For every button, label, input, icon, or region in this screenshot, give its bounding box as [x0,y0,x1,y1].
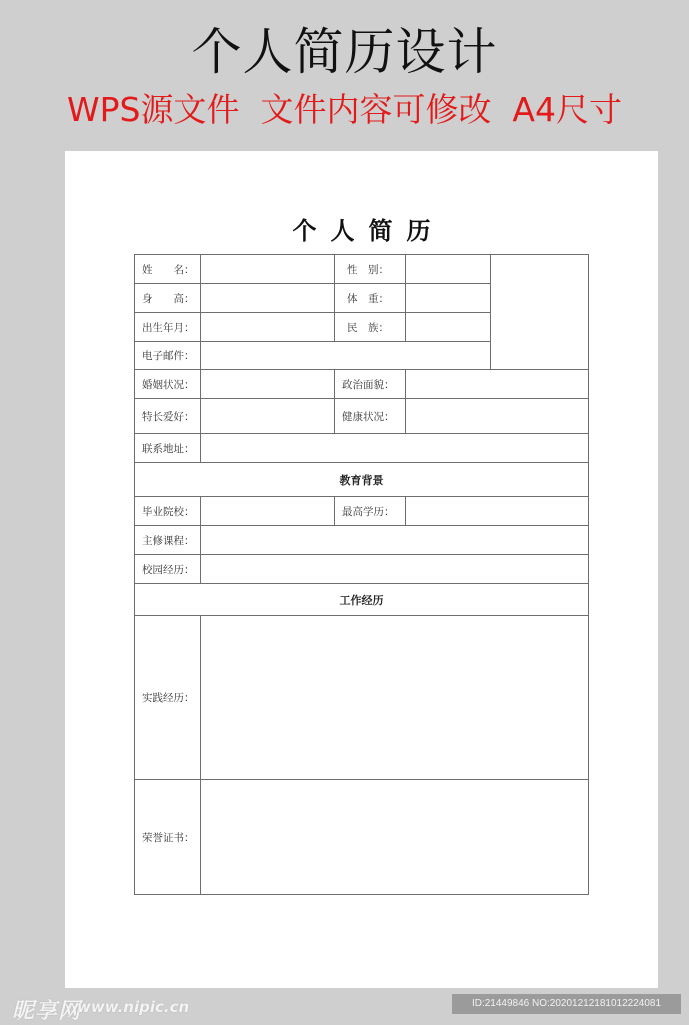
label-address: 联系地址： [134,433,201,463]
nipic-url: www.nipic.cn [77,998,190,1016]
banner-subtitle: WPS源文件 文件内容可修改 A4尺寸 [66,90,622,129]
honors-input[interactable] [200,779,589,895]
label-honors: 荣誉证书： [134,779,201,895]
email-input[interactable] [200,341,491,370]
label-height: 身 高： [134,283,201,313]
courses-input[interactable] [200,525,589,555]
birth-input[interactable] [200,312,335,342]
political-input[interactable] [405,369,589,399]
document-title: 个人简历 [292,216,445,245]
gender-input[interactable] [405,254,491,284]
label-health: 健康状况： [334,398,406,434]
label-degree: 最高学历： [334,496,406,526]
label-courses: 主修课程： [134,525,201,555]
label-practice: 实践经历： [134,615,201,780]
label-campus: 校园经历： [134,554,201,584]
label-birth: 出生年月： [134,312,201,342]
health-input[interactable] [405,398,589,434]
label-ethnicity: 民 族： [334,312,406,342]
label-hobbies: 特长爱好： [134,398,201,434]
label-marital: 婚姻状况： [134,369,201,399]
marital-input[interactable] [200,369,335,399]
banner-title: 个人简历设计 [191,23,498,81]
ethnicity-input[interactable] [405,312,491,342]
degree-input[interactable] [405,496,589,526]
label-gender: 性 别： [334,254,406,284]
section-education: 教育背景 [134,462,589,497]
label-name: 姓 名： [134,254,201,284]
campus-input[interactable] [200,554,589,584]
image-id-badge: ID:21449846 NO:20201212181012224081 [452,994,681,1014]
practice-input[interactable] [200,615,589,780]
label-weight: 体 重： [334,283,406,313]
height-input[interactable] [200,283,335,313]
name-input[interactable] [200,254,335,284]
address-input[interactable] [200,433,589,463]
label-email: 电子邮件： [134,341,201,370]
photo-box[interactable] [490,254,589,370]
hobbies-input[interactable] [200,398,335,434]
nipic-logo: 昵享网 [12,999,82,1024]
section-work: 工作经历 [134,583,589,616]
school-input[interactable] [200,496,335,526]
resume-paper [65,151,658,988]
label-school: 毕业院校： [134,496,201,526]
label-political: 政治面貌： [334,369,406,399]
weight-input[interactable] [405,283,491,313]
